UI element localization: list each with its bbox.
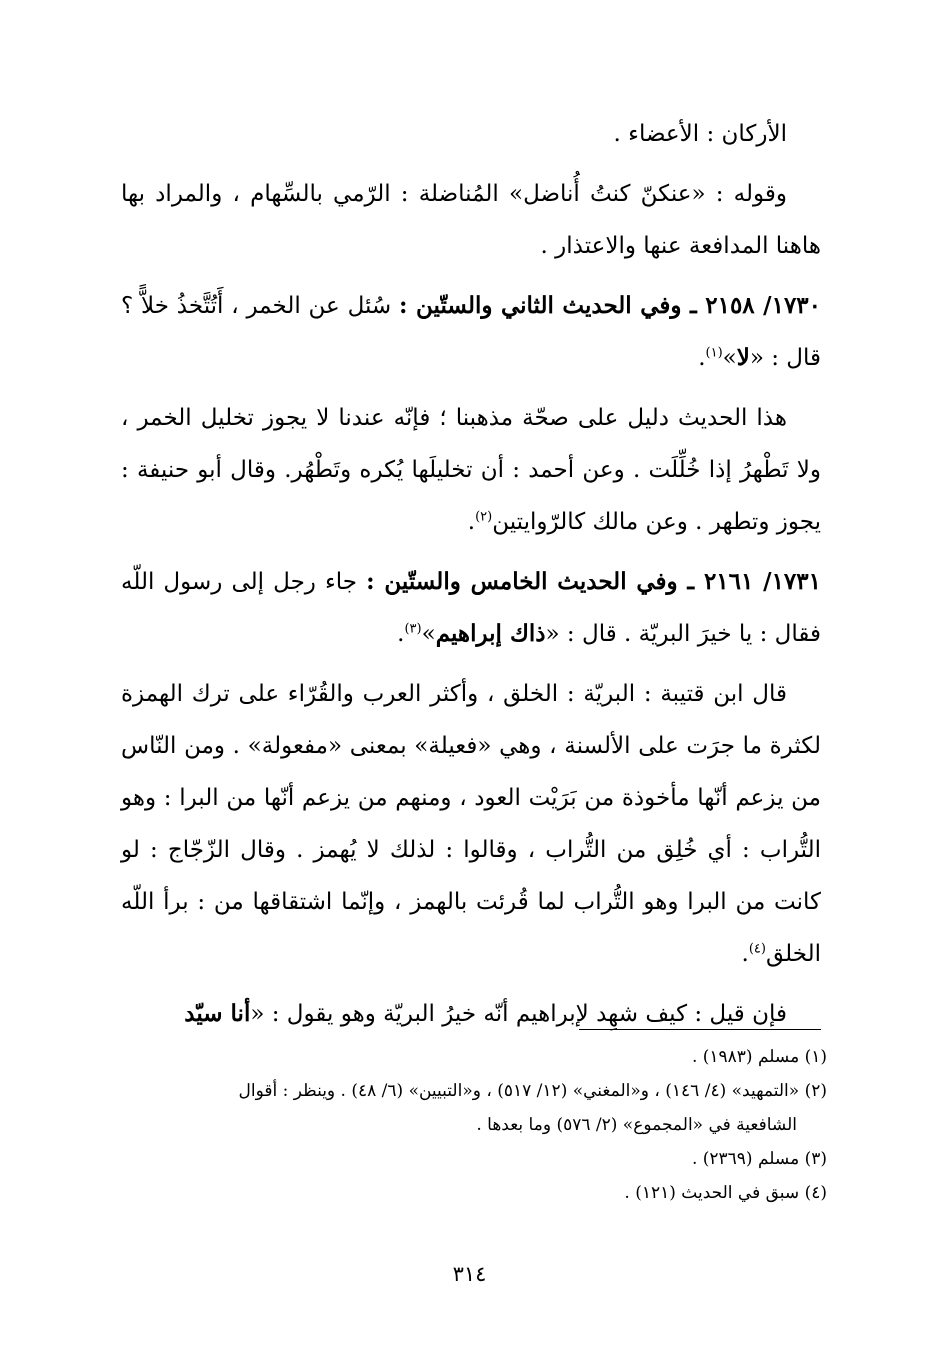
page-number: ٣١٤ <box>452 1262 487 1286</box>
paragraph-unadil-text: وقوله : «عنكنّ كنتُ أُناضل» المُناضلة : الرّمي بالسِّهام ، والمراد بها هاهنا المدافعة عنها والاعتذار . <box>121 181 821 259</box>
footnotes <box>97 1040 827 1210</box>
paragraph-bariyya: قال ابن قتيبة : البريّة : الخلق ، وأكثر العرب والقُرّاء على ترك الهمزة لكثرة ما جرَت على الألسنة ، وهي «فعيلة» بمعنى «مفعولة» . ومن النّاس من يزعم أنّها مأخوذة من بَرَيْت العود ، ومنهم من يزعم أنّها من البرا : وهو التُّراب : أي خُلِق من التُّراب ، وقالوا : لذلك لا يُهمز . وقال الزّجّاج : لو كانت من البرا وهو التُّراب لما قُرئت بالهمز ، وإنّما اشتقاقها من : برأ اللّه الخلق$^{(٤)}$. <box>121 681 821 967</box>
footnote-ref-3: (٣) <box>404 621 422 637</box>
footnote-ref-1: (١) <box>705 345 723 361</box>
footnote-1: (١) مسلم (١٩٨٣) . <box>691 1047 827 1067</box>
hadith-1731: ١٧٣١/ ٢١٦١ ـ وفي الحديث الخامس والستّين : جاء رجل إلى رسول اللّه فقال : يا خيرَ البريّة . قال : «ذاك إبراهيم»$^{(٣)}$. <box>121 568 821 647</box>
paragraph-arkan <box>121 108 821 160</box>
main-text <box>121 108 821 1048</box>
hadith-1731-text: جاء رجل إلى رسول اللّه فقال : يا خيرَ البريّة . قال : « <box>121 569 821 647</box>
paragraph-fa-in-qila-quote: أنا سيّد <box>184 1000 251 1027</box>
hadith-1731-number: ١٧٣١/ ٢١٦١ ـ وفي الحديث الخامس والستّين : <box>366 568 821 595</box>
hadith-1730-quote-close: » <box>722 345 737 371</box>
paragraph-takhlil: هذا الحديث دليل على صحّة مذهبنا ؛ فإنّه عندنا لا يجوز تخليل الخمر ، ولا تَطْهرُ إذا خُلِّلَت . وعن أحمد : أن تخليلَها يُكره وتَطْهُر. وقال أبو حنيفة : يجوز وتطهر . وعن مالك كالرّوايتين$^{(٢)}$. <box>121 405 821 535</box>
hadith-1730-text: سُئل عن الخمر ، أَتُتَّخذُ خلاًّ ؟ قال : « <box>121 293 821 371</box>
paragraph-arkan-text: الأركان : الأعضاء . <box>613 121 787 147</box>
footnote-separator <box>579 1029 821 1030</box>
footnote-2-continuation: الشافعية في «المجموع» (٢/ ٥٧٦) وما بعدها . <box>476 1115 797 1135</box>
paragraph-fa-in-qila <box>121 988 821 1040</box>
hadith-1731-answer: ذاك إبراهيم <box>435 620 546 647</box>
paragraph-bariyya-text: قال ابن قتيبة : البريّة : الخلق ، وأكثر العرب والقُرّاء على ترك الهمزة لكثرة ما جرَت على الألسنة ، وهي «فعيلة» بمعنى «مفعولة» . ومن النّاس من يزعم أنّها مأخوذة من بَرَيْت العود ، ومنهم من يزعم أنّها من البرا : وهو التُّراب : أي خُلِق من التُّراب ، وقالوا : لذلك لا يُهمز . وقال الزّجّاج : لو كانت من البرا وهو التُّراب لما قُرئت بالهمز ، وإنّما اشتقاقها من : برأ اللّه الخلق <box>121 681 821 967</box>
footnote-2: (٢) «التمهيد» (٤/ ١٤٦) ، و«المغني» (١٢/ ٥١٧) ، و«التبيين» (٦/ ٤٨) . وينظر : أقوال <box>238 1081 827 1101</box>
hadith-1731-quote-close: » <box>421 621 436 647</box>
paragraph-takhlil-text: هذا الحديث دليل على صحّة مذهبنا ؛ فإنّه عندنا لا يجوز تخليل الخمر ، ولا تَطْهرُ إذا خُلِّلَت . وعن أحمد : أن تخليلَها يُكره وتَطْهُر. وقال أبو حنيفة : يجوز وتطهر . وعن مالك كالرّوايتين <box>121 405 821 535</box>
hadith-1730-answer: لا <box>736 344 750 371</box>
footnote-4: (٤) سبق في الحديث (١٢١) . <box>624 1183 827 1203</box>
hadith-1730: ١٧٣٠/ ٢١٥٨ ـ وفي الحديث الثاني والستّين : سُئل عن الخمر ، أَتُتَّخذُ خلاًّ ؟ قال : «لا»$^{(١)}$. <box>121 292 822 371</box>
footnote-ref-4: (٤) <box>748 941 766 957</box>
footnote-ref-2: (٢) <box>475 509 493 525</box>
hadith-1730-number: ١٧٣٠/ ٢١٥٨ ـ وفي الحديث الثاني والستّين : <box>399 292 822 319</box>
footnote-3: (٣) مسلم (٢٣٦٩) . <box>691 1149 827 1169</box>
paragraph-fa-in-qila-text: فإن قيل : كيف شهِد لإبراهيم أنّه خيرُ البريّة وهو يقول : « <box>250 1001 787 1027</box>
paragraph-unadil <box>121 168 821 272</box>
